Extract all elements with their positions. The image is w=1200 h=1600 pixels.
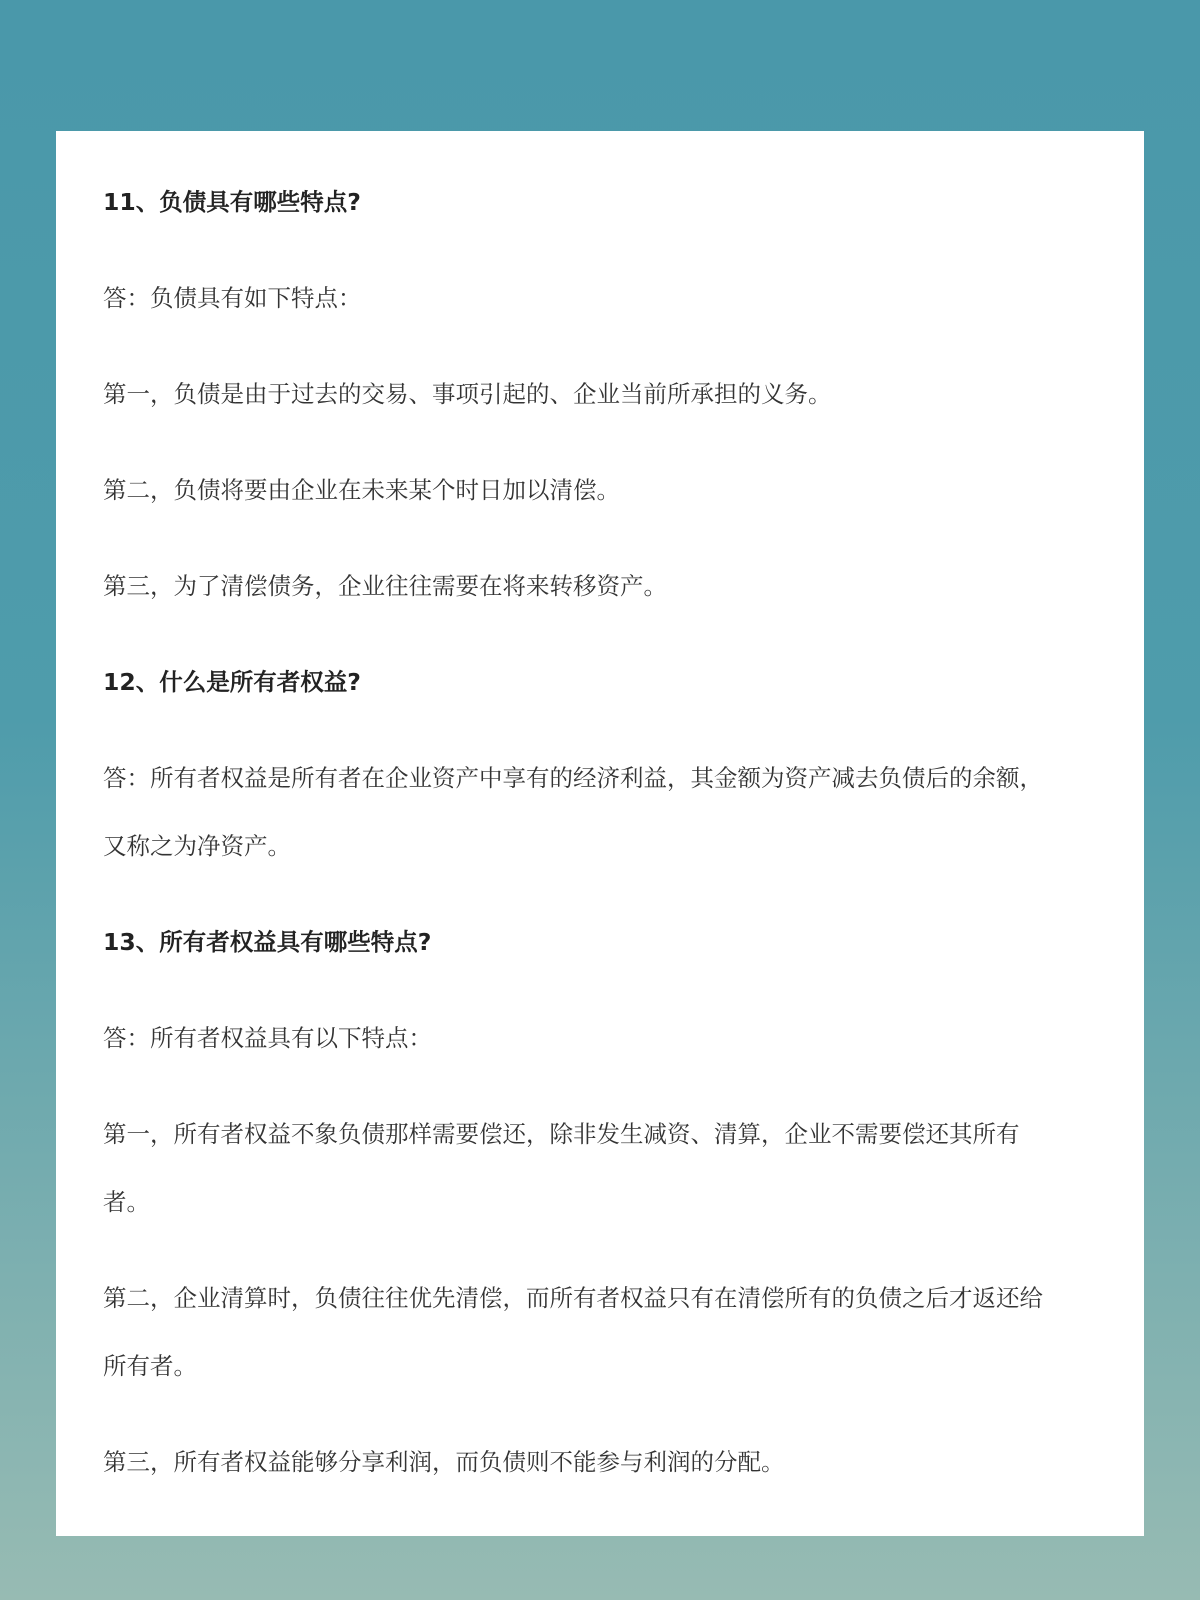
answer-paragraph: 第一，所有者权益不象负债那样需要偿还，除非发生减资、清算，企业不需要偿还其所有者。 bbox=[103, 1120, 1020, 1216]
content-card bbox=[56, 131, 1144, 1536]
answer-paragraph: 第三，所有者权益能够分享利润，而负债则不能参与利润的分配。 bbox=[103, 1448, 785, 1476]
answer-paragraph: 答：所有者权益具有以下特点： bbox=[103, 1024, 432, 1052]
answer-paragraph: 第一，负债是由于过去的交易、事项引起的、企业当前所承担的义务。 bbox=[103, 380, 832, 408]
answer-paragraph: 第二，负债将要由企业在未来某个时日加以清偿。 bbox=[103, 476, 620, 504]
question-heading-11: 11、负债具有哪些特点? bbox=[103, 188, 361, 216]
answer-paragraph: 答：所有者权益是所有者在企业资产中享有的经济利益，其金额为资产减去负债后的余额，又称之为净资产。 bbox=[103, 764, 1043, 860]
question-heading-12: 12、什么是所有者权益? bbox=[103, 668, 361, 696]
answer-paragraph: 第三，为了清偿债务，企业往往需要在将来转移资产。 bbox=[103, 572, 667, 600]
question-heading-13: 13、所有者权益具有哪些特点? bbox=[103, 928, 432, 956]
answer-paragraph: 第二，企业清算时，负债往往优先清偿，而所有者权益只有在清偿所有的负债之后才返还给所有者。 bbox=[103, 1284, 1043, 1380]
answer-paragraph: 答：负债具有如下特点： bbox=[103, 284, 362, 312]
